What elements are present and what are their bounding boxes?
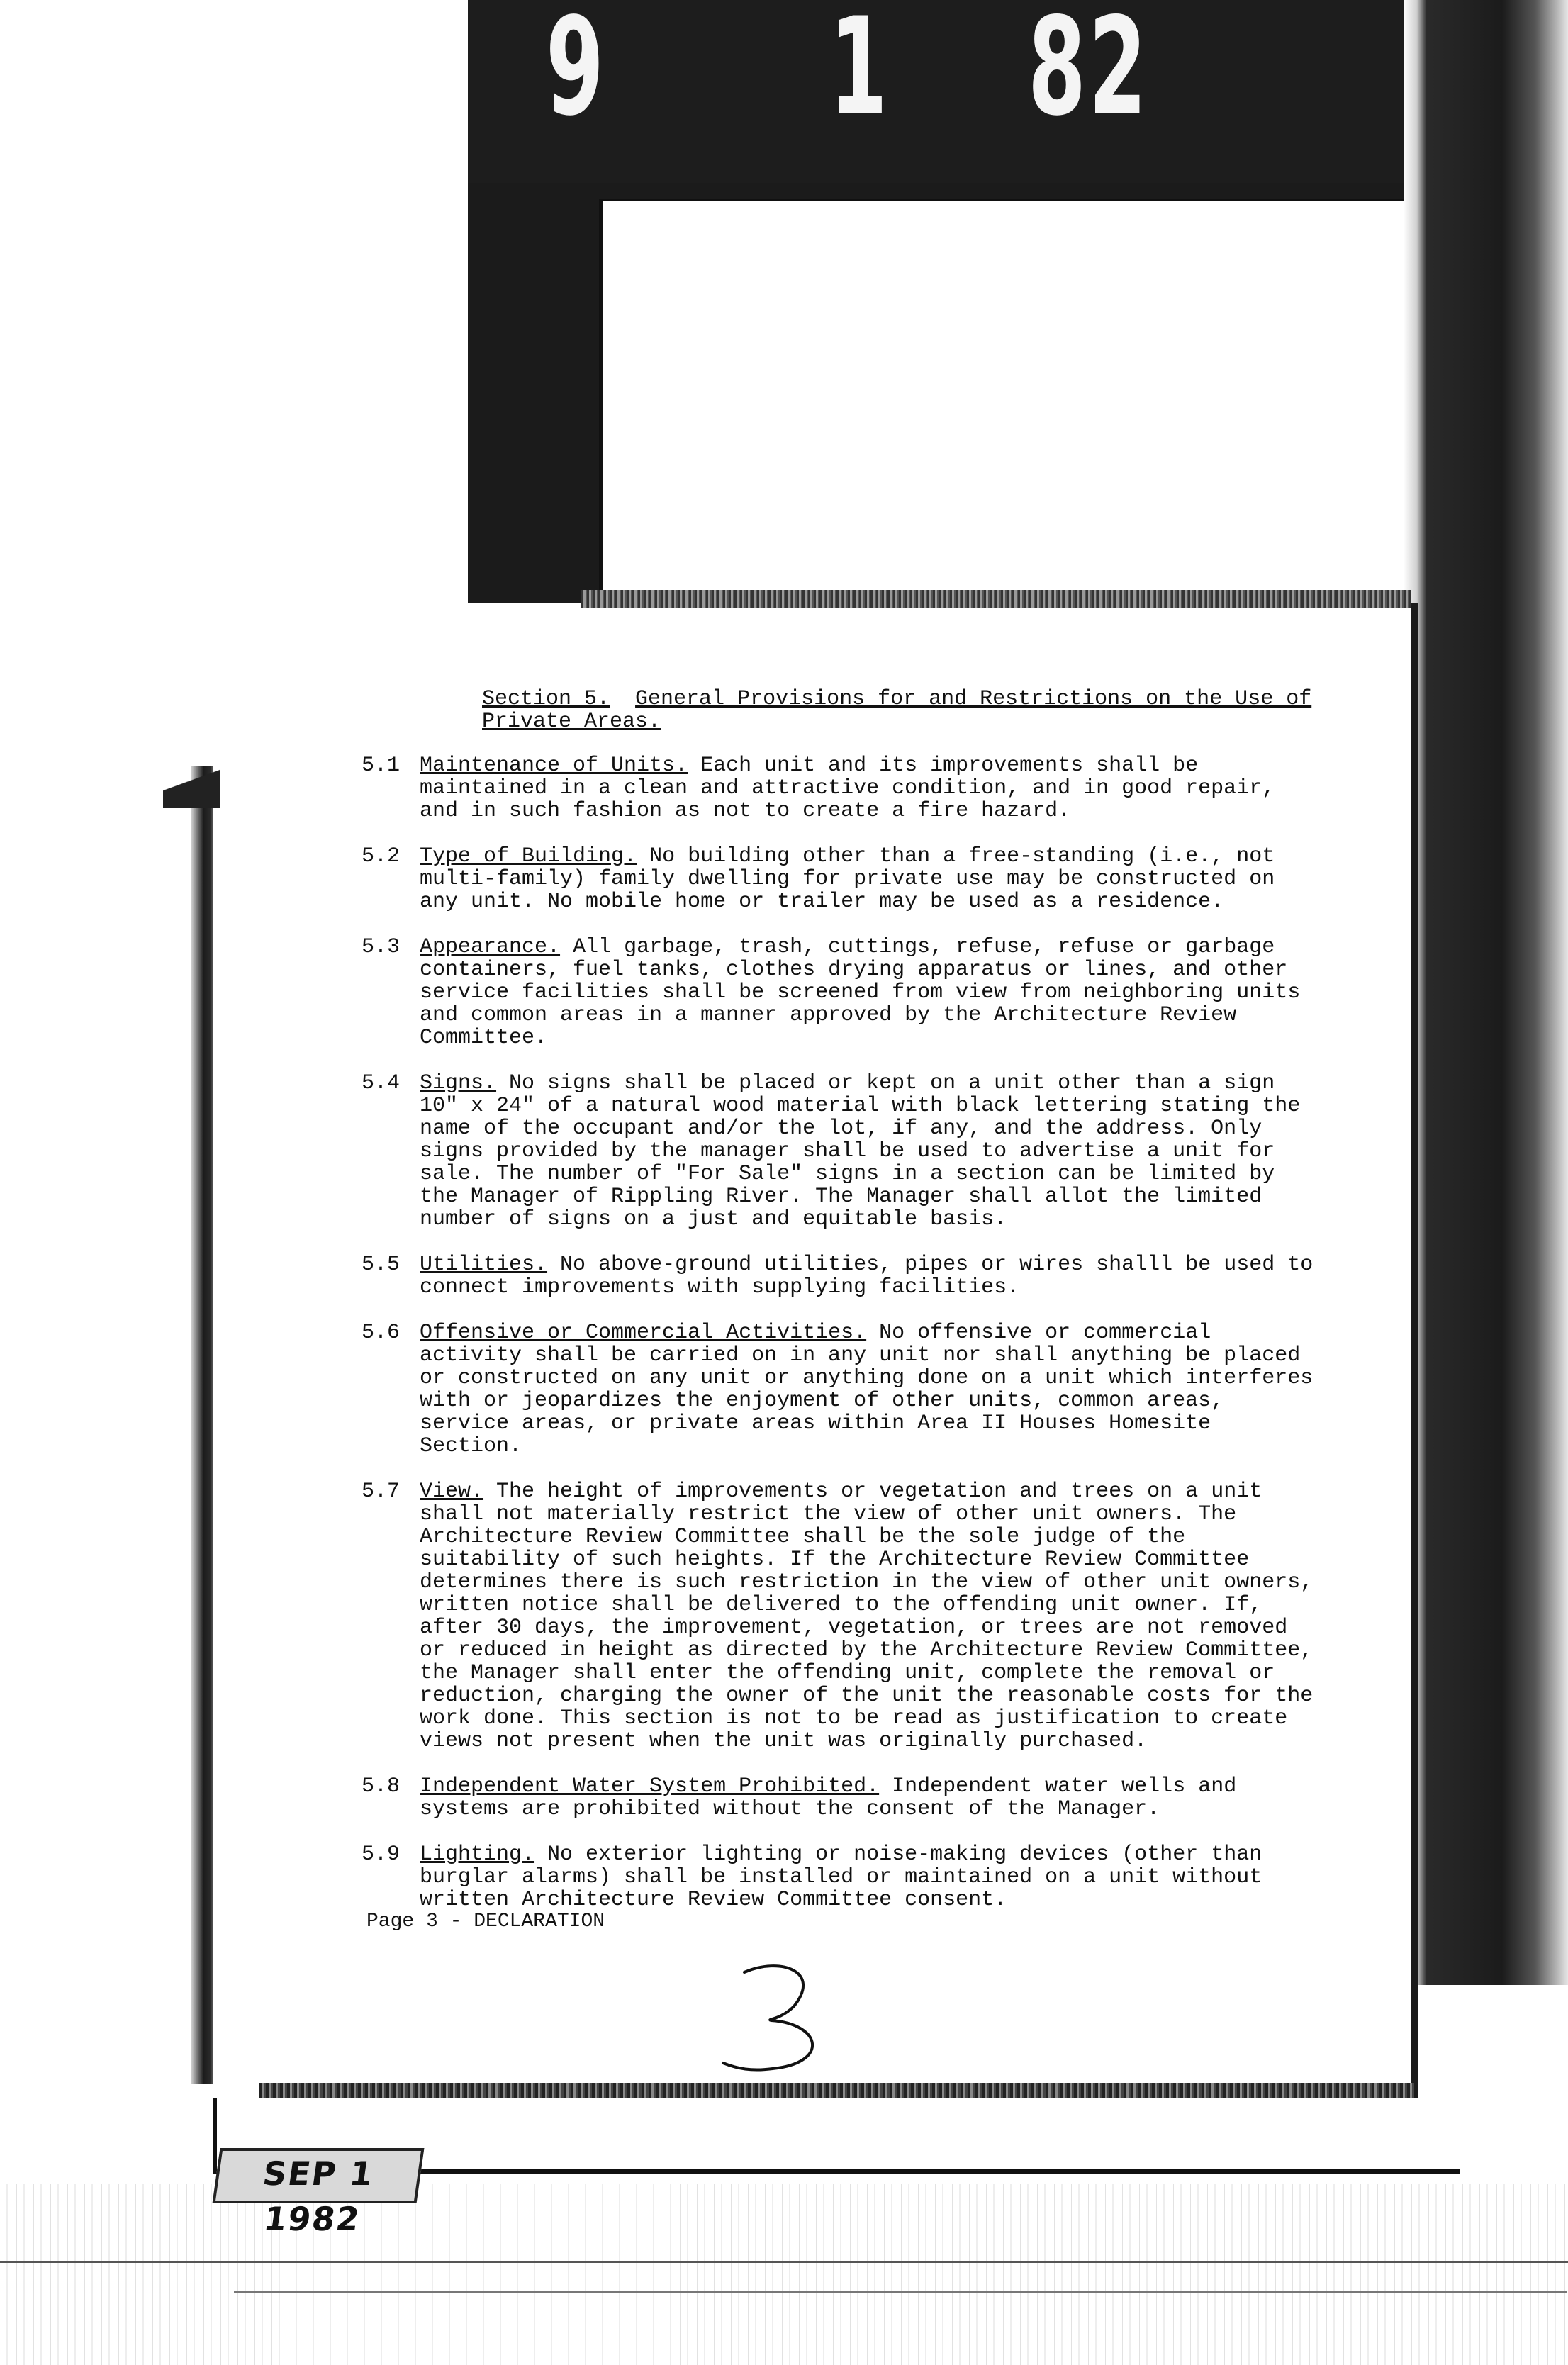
provision-body	[420, 1253, 1326, 1299]
provision-text: No above-ground utilities, pipes or wires shalll be used to connect improvements with supplying facilities.	[420, 1253, 1314, 1299]
scan-line	[234, 2291, 1567, 2293]
provision-number: 5.6	[362, 1321, 401, 1345]
provision-body	[420, 1480, 1326, 1752]
provision-item	[362, 1253, 1326, 1299]
provision-body	[420, 1072, 1326, 1231]
provision-heading: Independent Water System Prohibited.	[420, 1774, 880, 1799]
provision-text: No signs shall be placed or kept on a unit other than a sign 10" x 24" of a natural wood material with black lettering stating the name of the occupant and/or the lot, if any, and the address. Only signs provided by the manager shall be used to advertise a unit for sale. The number of "For Sale" signs in a section can be limited by the Manager of Rippling River. The Manager shall allot the limited number of signs on a just and equitable basis.	[420, 1071, 1301, 1231]
provision-item	[362, 1072, 1326, 1231]
provision-heading: Maintenance of Units.	[420, 754, 688, 778]
provision-item	[362, 1843, 1326, 1911]
section-number: Section 5.	[482, 687, 610, 711]
inner-window	[599, 199, 1404, 627]
scan-line	[0, 2261, 1568, 2263]
provision-item	[362, 1480, 1326, 1752]
provision-number: 5.1	[362, 754, 401, 778]
provision-number: 5.4	[362, 1071, 401, 1095]
provisions-list	[362, 754, 1326, 1911]
provision-heading: View.	[420, 1480, 484, 1504]
frame-left-border	[213, 2098, 217, 2171]
provision-text: No exterior lighting or noise-making devices (other than burglar alarms) shall be installed or maintained on a unit without written Architecture Review Committee consent.	[420, 1843, 1262, 1912]
provision-body	[420, 936, 1326, 1049]
provision-item	[362, 754, 1326, 822]
section-heading: General Provisions for and Restrictions on the Use of Private Areas.	[482, 687, 1312, 734]
provision-body	[420, 754, 1326, 822]
provision-number: 5.2	[362, 844, 401, 868]
document-body	[362, 688, 1326, 1934]
provision-item	[362, 936, 1326, 1049]
provision-heading: Utilities.	[420, 1253, 548, 1277]
date-stamp: SEP 1 1982	[213, 2148, 425, 2203]
provision-item	[362, 845, 1326, 913]
film-frame-right	[1404, 0, 1568, 1985]
provision-text: The height of improvements or vegetation and trees on a unit shall not materially restrict the view of other unit owners. The Architecture Review Committee shall be the sole judge of the suitability of such heights. If the Architecture Review Committee determines there is such restriction in the view of other unit owners, written notice shall be delivered to the offending unit owner. If, after 30 days, the improvement, vegetation, or trees are not removed or reduced in height as directed by the Architecture Review Committee, the Manager shall enter the offending unit, complete the removal or reduction, charging the owner of the unit the reasonable costs for the work done. This section is not to be read as justification to create views not present when the unit was originally purchased.	[420, 1480, 1314, 1753]
page-top-edge	[581, 590, 1411, 608]
provision-body	[420, 845, 1326, 913]
handwritten-page-number	[716, 1957, 844, 2077]
provision-body	[420, 1843, 1326, 1911]
film-month: 1	[829, 0, 890, 145]
provision-number: 5.3	[362, 935, 401, 959]
provision-heading: Appearance.	[420, 935, 561, 959]
provision-text: No offensive or commercial activity shall be carried on in any unit nor shall anything be placed or constructed on any unit or anything done on a unit which interferes with or jeopardizes the enjoyment of other units, common areas, service areas, or private areas within Area II Houses Homesite Section.	[420, 1321, 1314, 1458]
provision-text: No building other than a free-standing (i.e., not multi-family) family dwelling for private use may be constructed on any unit. No mobile home or trailer may be used as a residence.	[420, 844, 1275, 914]
film-year: 82	[1028, 0, 1150, 145]
film-day: 9	[546, 0, 607, 145]
provision-heading: Type of Building.	[420, 844, 637, 868]
provision-text: All garbage, trash, cuttings, refuse, refuse or garbage containers, fuel tanks, clothes drying apparatus or lines, and other service facilities shall be screened from view from neighboring units and common areas in a manner approved by the Architecture Review Committee.	[420, 935, 1301, 1050]
provision-heading: Signs.	[420, 1071, 497, 1095]
page-corner-shadow	[163, 759, 220, 808]
provision-item	[362, 1775, 1326, 1821]
provision-item	[362, 1321, 1326, 1458]
provision-text: Each unit and its improvements shall be maintained in a clean and attractive condition, and in good repair, and in such fashion as not to create a fire hazard.	[420, 754, 1275, 823]
provision-number: 5.7	[362, 1480, 401, 1504]
provision-heading: Offensive or Commercial Activities.	[420, 1321, 867, 1345]
provision-heading: Lighting.	[420, 1843, 535, 1867]
provision-body	[420, 1775, 1326, 1821]
provision-number: 5.5	[362, 1253, 401, 1277]
provision-text: Independent water wells and systems are prohibited without the consent of the Manager.	[420, 1774, 1237, 1821]
scan-noise	[0, 2184, 1568, 2365]
provision-number: 5.8	[362, 1774, 401, 1799]
page-footer: Page 3 - DECLARATION	[366, 1911, 605, 1933]
provision-body	[420, 1321, 1326, 1458]
section-title	[482, 688, 1326, 733]
film-date-header	[546, 0, 1255, 145]
provision-number: 5.9	[362, 1843, 401, 1867]
page-bottom-edge	[259, 2083, 1414, 2098]
